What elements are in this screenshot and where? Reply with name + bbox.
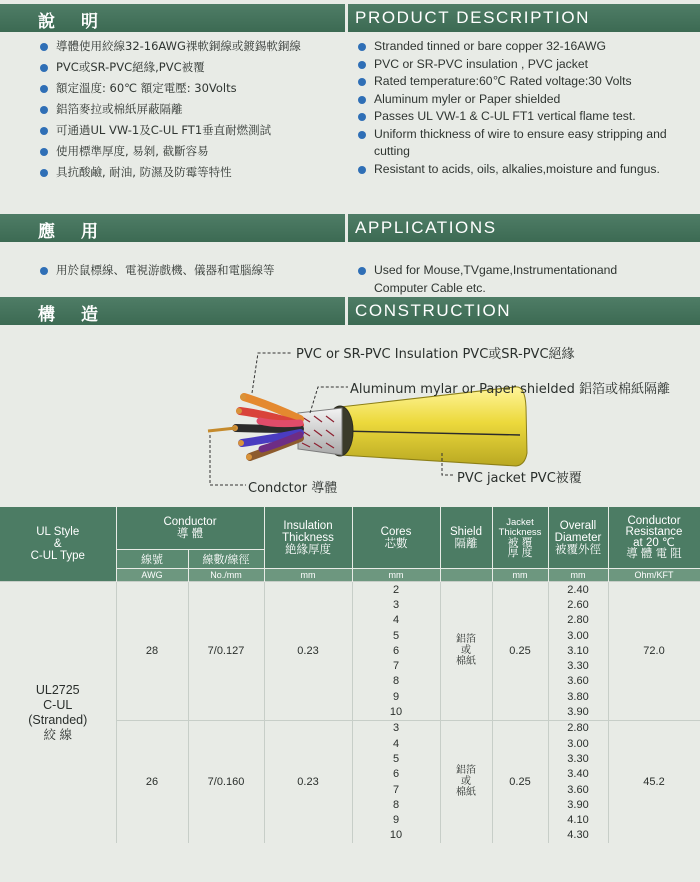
diameter-cell: 3.00 [548, 628, 608, 643]
cores-cell: 5 [352, 751, 440, 766]
cores-cell: 5 [352, 628, 440, 643]
spec-table [0, 507, 700, 843]
diameter-cell: 2.80 [548, 720, 608, 736]
shield-cell: 鋁箔 或 棉紙 [440, 720, 492, 843]
header-divider [345, 214, 348, 242]
bullet-text: Resistant to acids, oils, alkalies,moisture and fungus. [374, 161, 660, 176]
header-conductor: Conductor 導 體 [116, 507, 264, 550]
diameter-cell: 3.80 [548, 689, 608, 704]
bullet-item [356, 108, 691, 126]
cores-cell: 8 [352, 674, 440, 689]
description-en-title: PRODUCT DESCRIPTION [355, 8, 591, 27]
bullet-dot-icon [358, 131, 366, 139]
bullet-text: 導體使用絞線32-16AWG裸軟銅線或鍍錫軟銅線 [56, 39, 301, 53]
bullet-item [356, 126, 691, 161]
cores-cell: 7 [352, 658, 440, 673]
applications-zh-title: 應用 [38, 222, 124, 242]
unit-insulation: mm [264, 569, 352, 582]
diameter-cell: 3.60 [548, 782, 608, 797]
awg-cell: 26 [116, 720, 188, 843]
bullet-text: Used for Mouse,TVgame,Instrumentationand Computer Cable etc. [374, 263, 618, 295]
unit-diameter: mm [548, 569, 608, 582]
bullet-dot-icon [358, 166, 366, 174]
bullet-item [38, 38, 343, 56]
diameter-cell: 3.30 [548, 658, 608, 673]
bullet-text: 具抗酸鹼, 耐油, 防濕及防霉等特性 [56, 165, 232, 179]
bullet-item [38, 101, 343, 119]
header-ul-style: UL Style & C-UL Type [0, 507, 116, 582]
unit-awg: AWG [116, 569, 188, 582]
unit-jacket: mm [492, 569, 548, 582]
description-header [0, 4, 700, 32]
header-resistance: Conductor Resistance at 20 ℃ 導 體 電 阻 [608, 507, 700, 569]
bullet-text: PVC或SR-PVC絕緣,PVC被覆 [56, 60, 205, 74]
bullet-dot-icon [40, 106, 48, 114]
bullet-text: PVC or SR-PVC insulation , PVC jacket [374, 56, 589, 71]
bullet-text: Stranded tinned or bare copper 32-16AWG [374, 39, 606, 53]
bullet-dot-icon [358, 43, 366, 51]
cable-diagram [180, 335, 700, 505]
cores-cell: 7 [352, 782, 440, 797]
cores-cell: 2 [352, 582, 440, 598]
applications-header [0, 214, 700, 242]
style-cell: UL2725 C-UL (Stranded) 絞 線 [0, 582, 116, 844]
diameter-cell: 3.60 [548, 674, 608, 689]
bullet-dot-icon [40, 169, 48, 177]
cores-cell: 10 [352, 828, 440, 843]
cores-cell: 8 [352, 797, 440, 812]
bullet-item [38, 59, 343, 77]
header-cores: Cores 芯數 [352, 507, 440, 569]
construction-zh-title: 構造 [38, 305, 124, 325]
cores-cell: 6 [352, 767, 440, 782]
shield-label: Aluminum mylar or Paper shielded 鋁箔或棉紙隔離 [350, 382, 670, 397]
header-divider [345, 4, 348, 32]
bullet-dot-icon [40, 267, 48, 275]
bullet-item [38, 80, 343, 98]
bullet-item [356, 56, 691, 74]
cores-cell: 3 [352, 597, 440, 612]
bullet-dot-icon [358, 78, 366, 86]
bullet-item [356, 73, 691, 91]
unit-resistance: Ohm/KFT [608, 569, 700, 582]
bullet-text: 額定溫度: 60℃ 額定電壓: 30Volts [56, 81, 237, 95]
bullet-text: Uniform thickness of wire to ensure easy stripping and cutting [374, 126, 667, 158]
cores-cell: 9 [352, 812, 440, 827]
insulation-leader [252, 353, 292, 393]
cores-cell: 9 [352, 689, 440, 704]
bullet-text: 使用標準厚度, 易剝, 截斷容易 [56, 144, 209, 158]
diameter-cell: 3.90 [548, 704, 608, 720]
bullet-dot-icon [358, 267, 366, 275]
applications-zh-list [38, 262, 343, 280]
bullet-dot-icon [40, 148, 48, 156]
diameter-cell: 3.10 [548, 643, 608, 658]
header-diameter: Overall Diameter 被覆外徑 [548, 507, 608, 569]
diameter-cell: 2.60 [548, 597, 608, 612]
cores-cell: 6 [352, 643, 440, 658]
applications-en-title: APPLICATIONS [355, 218, 497, 237]
bullet-dot-icon [358, 113, 366, 121]
applications-en-list [356, 262, 661, 297]
bullet-item [356, 38, 691, 56]
bullet-item [38, 164, 343, 182]
bullet-item [356, 161, 691, 179]
insulation-cell: 0.23 [264, 582, 352, 721]
diameter-cell: 2.40 [548, 582, 608, 598]
shield-shape [298, 408, 342, 455]
diameter-cell: 4.10 [548, 812, 608, 827]
insulation-label: PVC or SR-PVC Insulation PVC或SR-PVC絕緣 [296, 347, 575, 362]
cores-cell: 4 [352, 736, 440, 751]
unit-cores: mm [352, 569, 440, 582]
unit-shield [440, 569, 492, 582]
description-zh-title: 說明 [38, 12, 124, 32]
jacket-label: PVC jacket PVC被覆 [457, 471, 582, 486]
diameter-cell: 3.90 [548, 797, 608, 812]
wire-bundle [236, 397, 300, 457]
awg-cell: 28 [116, 582, 188, 721]
bullet-dot-icon [40, 127, 48, 135]
header-strand-zh: 線數/線徑 [188, 550, 264, 569]
construction-en-title: CONSTRUCTION [355, 301, 512, 320]
cores-cell: 10 [352, 704, 440, 720]
table-row [0, 582, 700, 598]
bullet-text: 可通過UL VW-1及C-UL FT1垂直耐燃測試 [56, 123, 272, 137]
jacket-shape [340, 387, 527, 466]
strand-cell: 7/0.127 [188, 582, 264, 721]
diameter-cell: 4.30 [548, 828, 608, 843]
header-jacket: Jacket Thickness 被 覆 厚 度 [492, 507, 548, 569]
description-en-list [356, 38, 691, 178]
description-zh-list [38, 38, 343, 185]
bullet-text: Aluminum myler or Paper shielded [374, 91, 561, 106]
bullet-item [38, 143, 343, 161]
bullet-dot-icon [40, 43, 48, 51]
bullet-item [38, 262, 343, 280]
diameter-cell: 2.80 [548, 613, 608, 628]
shield-cell: 鋁箔 或 棉紙 [440, 582, 492, 721]
bullet-text: 用於鼠標線、電視游戲機、儀器和電腦線等 [56, 263, 275, 277]
bullet-dot-icon [40, 85, 48, 93]
header-insulation: Insulation Thickness 絶緣厚度 [264, 507, 352, 569]
cores-cell: 4 [352, 613, 440, 628]
insulation-cell: 0.23 [264, 720, 352, 843]
header-divider [345, 297, 348, 325]
jacket-cell: 0.25 [492, 582, 548, 721]
bullet-text: Rated temperature:60℃ Rated voltage:30 Volts [374, 74, 632, 88]
bullet-text: 鋁箔麥拉或棉紙屏蔽隔離 [56, 102, 183, 116]
strand-cell: 7/0.160 [188, 720, 264, 843]
diameter-cell: 3.40 [548, 767, 608, 782]
bullet-dot-icon [40, 64, 48, 72]
diameter-cell: 3.00 [548, 736, 608, 751]
bullet-dot-icon [358, 96, 366, 104]
diameter-cell: 3.30 [548, 751, 608, 766]
resistance-cell: 72.0 [608, 582, 700, 721]
resistance-cell: 45.2 [608, 720, 700, 843]
jacket-cell: 0.25 [492, 720, 548, 843]
cores-cell: 3 [352, 720, 440, 736]
bullet-item [356, 91, 691, 109]
bare-conductor [208, 428, 236, 431]
bullet-item [38, 122, 343, 140]
bullet-item [356, 262, 661, 297]
construction-header [0, 297, 700, 325]
header-awg-zh: 線號 [116, 550, 188, 569]
unit-strand: No./mm [188, 569, 264, 582]
bullet-text: Passes UL VW-1 & C-UL FT1 vertical flame test. [374, 109, 636, 123]
conductor-label: Condctor 導體 [248, 481, 338, 496]
header-shield: Shield 隔離 [440, 507, 492, 569]
bullet-dot-icon [358, 61, 366, 69]
